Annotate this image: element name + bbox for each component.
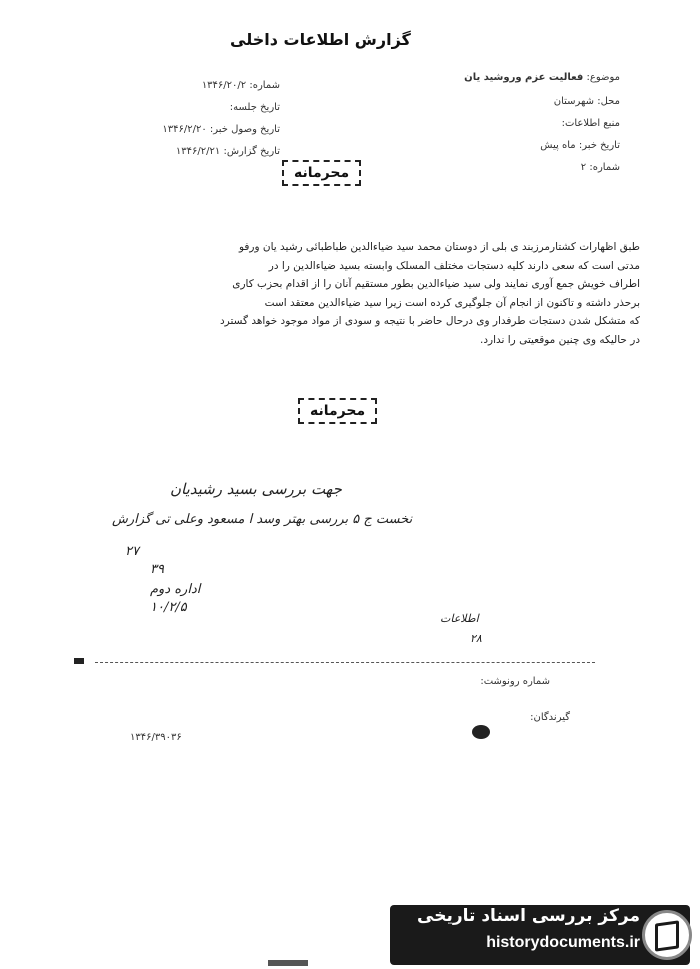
scan-edge-mark [268, 960, 308, 966]
handwritten-date-3: ۱۰/۲/۵ [150, 600, 187, 615]
right-fields [360, 72, 620, 184]
handwritten-dept: اداره دوم [150, 582, 201, 597]
signature-note: اطلاعات [440, 612, 479, 625]
body-line: برحذر داشته و تاکنون از انجام آن جلوگیری کرده است زیرا سید ضیاءالدین معتقد است [264, 296, 640, 309]
confidential-stamp-top: محرمانه [282, 160, 361, 186]
handwritten-note-1: جهت بررسی بسید رشیدیان [170, 480, 342, 498]
field-subject: موضوع: فعالیت عزم وروشید یان [464, 72, 620, 83]
title-text: گزارش اطلاعات داخلی [230, 30, 411, 49]
mark-dot [74, 658, 84, 664]
ink-blot [472, 725, 490, 739]
handwritten-date-2: ۳۹ [150, 562, 164, 577]
footer-recipients: گیرندگان: [530, 712, 570, 723]
archive-logo-icon [642, 910, 692, 960]
handwritten-note-2: نخست ج ۵ بررسی بهتر وسد ا مسعود وعلی تی گزارش [112, 512, 413, 527]
field-report-date: تاریخ گزارش: ۱۳۴۶/۲/۲۱ [175, 146, 280, 157]
footer-distribution: شماره رونوشت: [480, 676, 550, 687]
confidential-stamp-middle: محرمانه [298, 398, 377, 424]
footer-code: ۱۳۴۶/۳۹۰۳۶ [130, 732, 182, 743]
body-line: طبق اظهارات کشتارمرزبند ی بلی از دوستان محمد سید ضیاءالدین طباطبائی رشید یان ورفو [238, 241, 640, 253]
signature-date: ۲۸ [470, 632, 482, 645]
field-receive-date: تاریخ وصول خبر: ۱۳۴۶/۲/۲۰ [162, 124, 280, 135]
field-doc-number: شماره: ۱۳۴۶/۲۰/۲ [201, 80, 280, 91]
watermark-url: historydocuments.ir [486, 934, 640, 951]
left-fields [120, 80, 280, 168]
body-line: که متشکل شدن دستجات طرفدار وی درحال حاضر با نتیجه و سودی از مواد موجود خواهد گسترد [219, 315, 640, 327]
field-number: شماره: ۲ [580, 162, 620, 173]
report-body [120, 238, 640, 349]
field-place: محل: شهرستان [553, 96, 620, 107]
field-source: منبع اطلاعات: [561, 118, 620, 129]
body-line: اطراف خویش جمع آوری نمایند ولی سید ضیاءالدین بطور مستقیم آنان را از اقدام بحزب کاری [232, 278, 640, 290]
report-title [230, 30, 411, 49]
body-line: مدتی است که سعی دارند کلیه دستجات مختلف المسلک وابسته بسید ضیاءالدین را در [268, 259, 640, 272]
handwritten-date-1: ۲۷ [125, 544, 139, 559]
separator-line [95, 662, 595, 663]
body-line: در حالیکه وی چنین موقعیتی را ندارد. [479, 333, 640, 346]
field-session-date: تاریخ جلسه: [229, 102, 280, 113]
field-news-date: تاریخ خبر: ماه پیش [540, 140, 620, 151]
watermark-title: مرکز بررسی اسناد تاریخی [417, 906, 640, 926]
